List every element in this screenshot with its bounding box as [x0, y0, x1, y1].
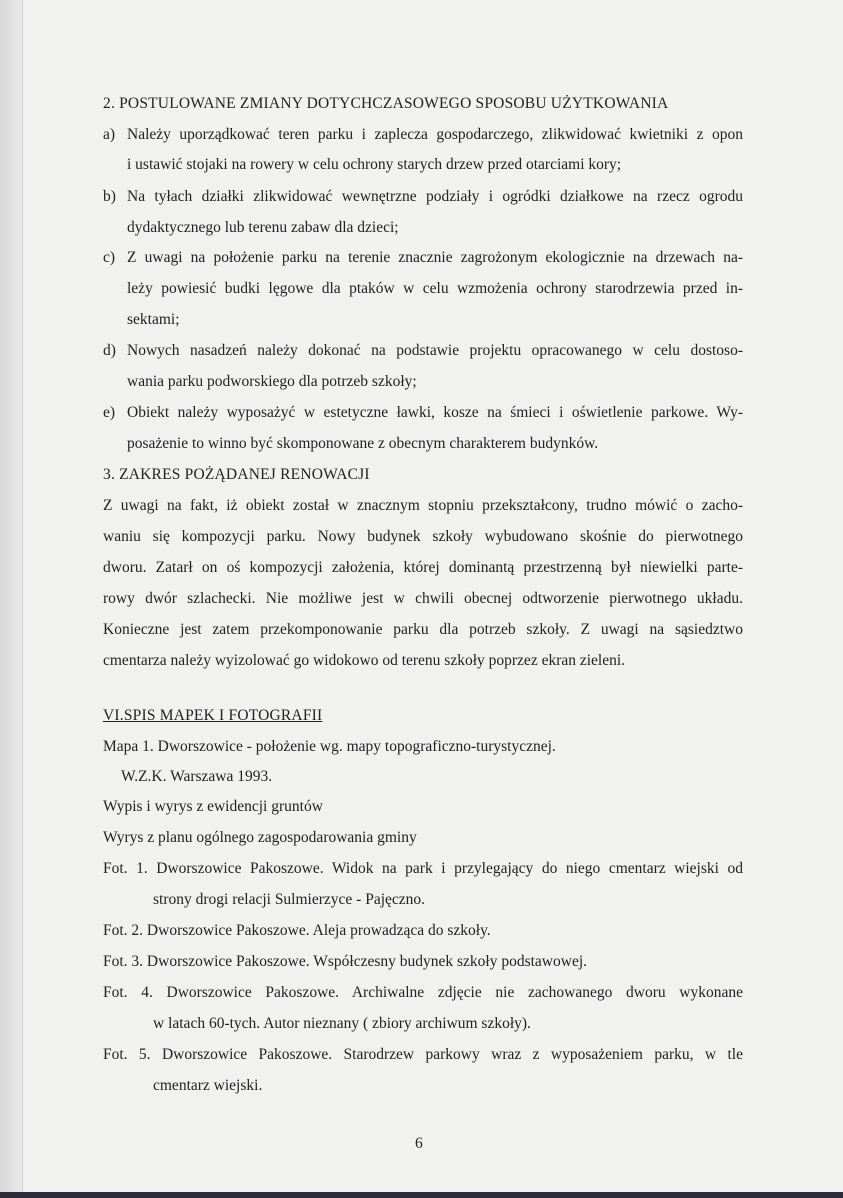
item-c-line-3: sektami;: [127, 311, 180, 328]
item-a-line-1: Należy uporządkować teren parku i zaplecza gospodarczego, zlikwidować kwietniki z opon: [127, 126, 743, 143]
section-3-line-3: dworu. Zatarł on oś kompozycji założenia, której dominantą przestrzenną był niewielki parte-: [103, 559, 743, 576]
list-item-fot-1: Fot. 1. Dworszowice Pakoszowe. Widok na park i przylegający do niego cmentarz wiejski od: [103, 860, 743, 877]
list-item-fot-3: Fot. 3. Dworszowice Pakoszowe. Współczesny budynek szkoły podstawowej.: [103, 953, 588, 970]
list-item-fot-4-cont: w latach 60-tych. Autor nieznany ( zbiory archiwum szkoły).: [153, 1015, 531, 1032]
item-e-line-2: posażenie to winno być skomponowane z obecnym charakterem budynków.: [127, 435, 599, 452]
section-3-line-1: Z uwagi na fakt, iż obiekt został w znacznym stopniu przekształcony, trudno mówić o zacho-: [103, 497, 743, 514]
item-b-line-2: dydaktycznego lub terenu zabaw dla dzieci;: [127, 219, 399, 236]
list-item-fot-2: Fot. 2. Dworszowice Pakoszowe. Aleja prowadząca do szkoły.: [103, 922, 491, 939]
section-6-heading: VI.SPIS MAPEK I FOTOGRAFII: [103, 707, 323, 724]
item-e-line-1: Obiekt należy wyposażyć w estetyczne ławki, kosze na śmieci i oświetlenie parkowe. Wy-: [127, 404, 743, 421]
item-d-line-2: wania parku podworskiego dla potrzeb szkoły;: [127, 373, 417, 390]
item-marker-a: a): [103, 126, 116, 143]
item-marker-c: c): [103, 249, 116, 266]
list-item-fot-4: Fot. 4. Dworszowice Pakoszowe. Archiwalne zdjęcie nie zachowanego dworu wykonane: [103, 984, 743, 1001]
section-3-line-5: Konieczne jest zatem przekomponowanie parku dla potrzeb szkoły. Z uwagi na sąsiedztwo: [103, 621, 743, 638]
list-item-fot-5: Fot. 5. Dworszowice Pakoszowe. Starodrzew parkowy wraz z wyposażeniem parku, w tle: [103, 1046, 743, 1063]
list-item-fot-1-cont: strony drogi relacji Sulmierzyce - Pajęczno.: [153, 891, 426, 908]
section-3-heading: 3. ZAKRES POŻĄDANEJ RENOWACJI: [103, 466, 370, 483]
item-d-line-1: Nowych nasadzeń należy dokonać na podstawie projektu opracowanego w celu dostoso-: [127, 342, 743, 359]
page-number: 6: [415, 1135, 423, 1152]
section-3-line-6: cmentarza należy wyizolować go widokowo od terenu szkoły poprzez ekran zieleni.: [103, 652, 626, 669]
item-c-line-2: leży powiesić budki lęgowe dla ptaków w celu wzmożenia ochrony starodrzewia przed in-: [127, 280, 743, 297]
item-a-line-2: i ustawić stojaki na rowery w celu ochrony starych drzew przed otarciami kory;: [127, 156, 622, 173]
item-b-line-1: Na tyłach działki zlikwidować wewnętrzne podziały i ogródki działkowe na rzecz ogrodu: [127, 188, 743, 205]
item-marker-d: d): [103, 342, 116, 359]
item-marker-b: b): [103, 188, 116, 205]
list-item-mapa-1: Mapa 1. Dworszowice - położenie wg. mapy topograficzno-turystycznej.: [103, 738, 556, 755]
list-item-fot-5-cont: cmentarz wiejski.: [153, 1077, 263, 1094]
list-item-wypis: Wypis i wyrys z ewidencji gruntów: [103, 798, 323, 815]
section-2-heading: 2. POSTULOWANE ZMIANY DOTYCHCZASOWEGO SPOSOBU UŻYTKOWANIA: [103, 95, 669, 112]
section-3-line-4: rowy dwór szlachecki. Nie możliwe jest w chwili obecnej odtworzenie pierwotnego układu.: [103, 590, 743, 607]
list-item-wyrys: Wyrys z planu ogólnego zagospodarowania gminy: [103, 829, 417, 846]
item-marker-e: e): [103, 404, 116, 421]
list-item-mapa-1-cont: W.Z.K. Warszawa 1993.: [121, 768, 273, 785]
item-c-line-1: Z uwagi na położenie parku na terenie znacznie zagrożonym ekologicznie na drzewach na-: [127, 249, 743, 266]
section-3-line-2: waniu się kompozycji parku. Nowy budynek szkoły wybudowano skośnie do pierwotnego: [103, 528, 743, 545]
